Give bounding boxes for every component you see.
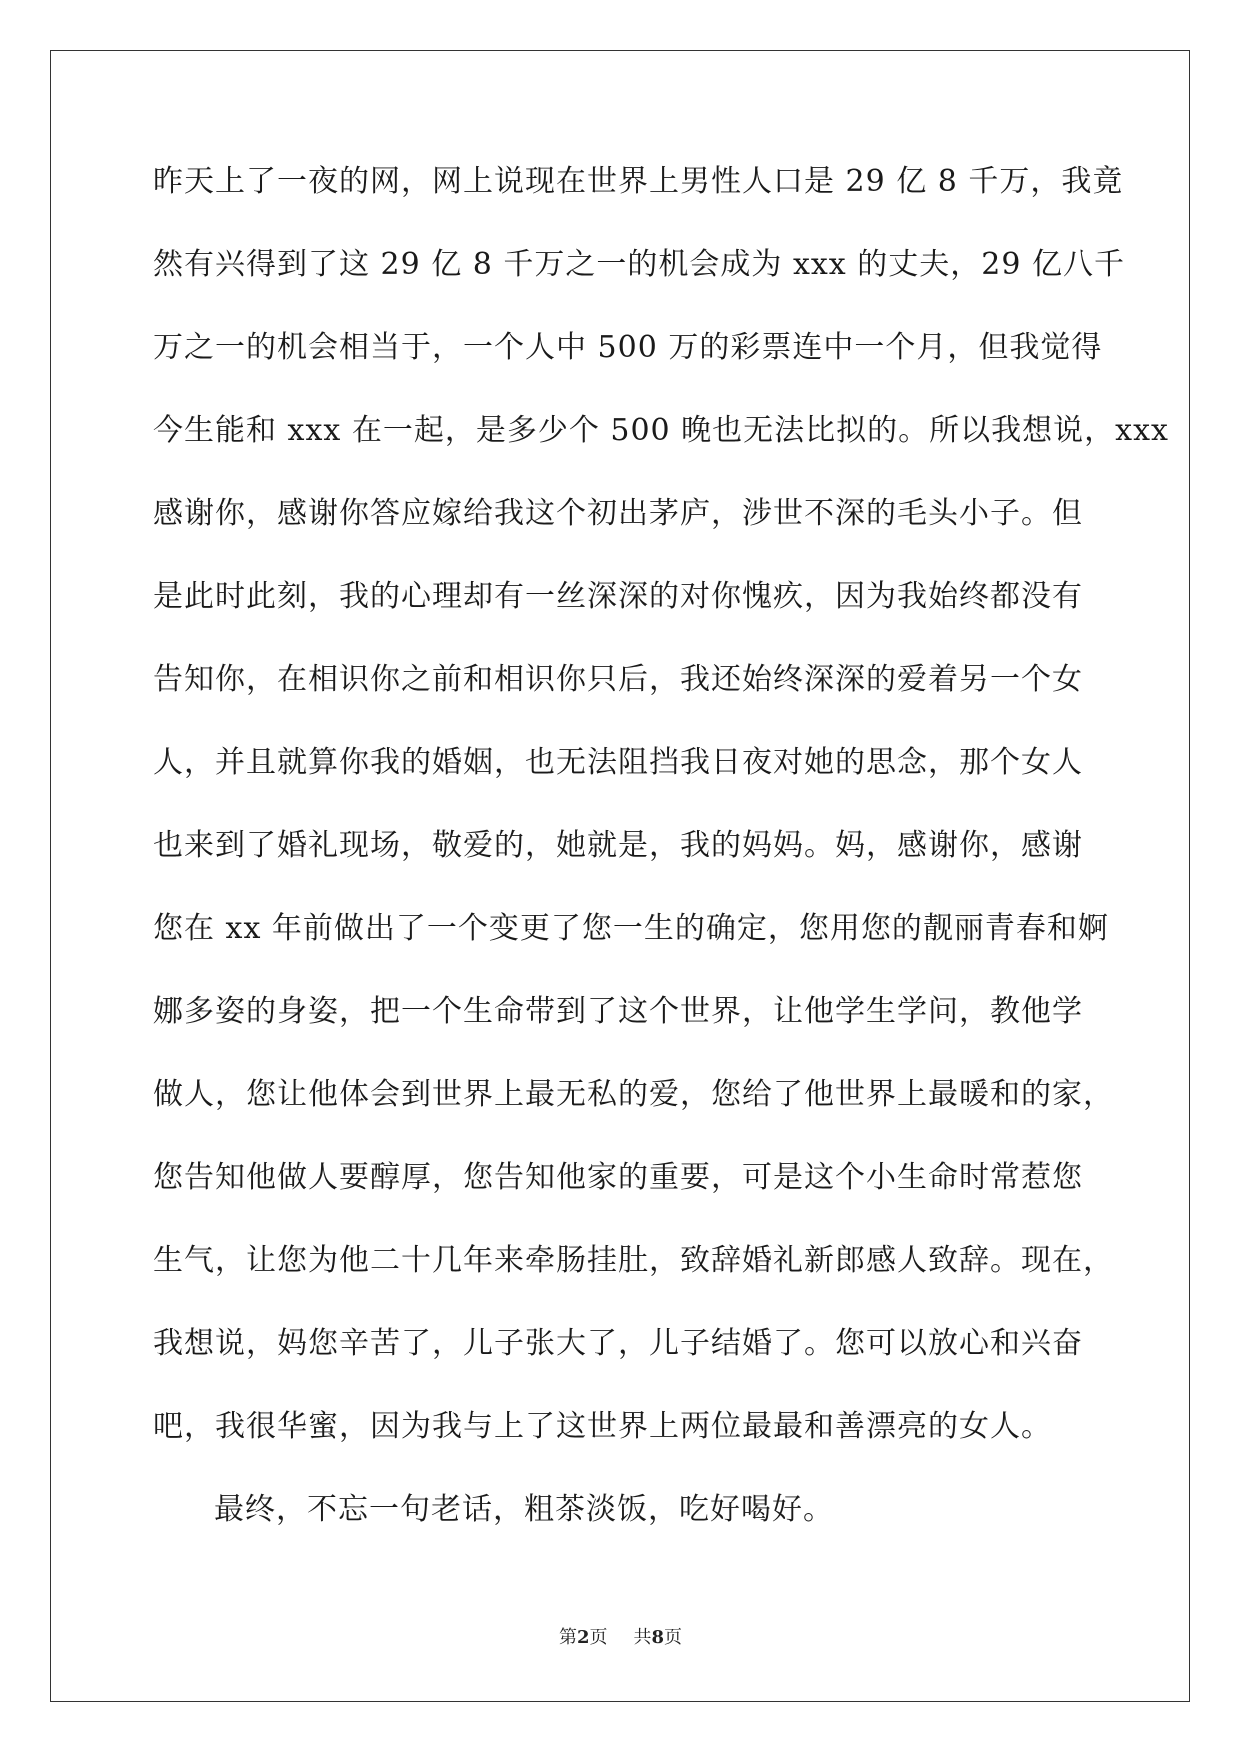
paragraph-line: 吧，我很华蜜，因为我与上了这世界上两位最最和善漂亮的女人。	[153, 1409, 1052, 1444]
total-unit: 页	[664, 1627, 683, 1648]
paragraph-line: 今生能和 xxx 在一起，是多少个 500 晚也无法比拟的。所以我想说，xxx	[153, 413, 1169, 448]
document-body	[153, 160, 1169, 1571]
paragraph-line: 然有兴得到了这 29 亿 8 千万之一的机会成为 xxx 的丈夫，29 亿八千	[153, 247, 1125, 282]
paragraph-line: 告知你，在相识你之前和相识你只后，我还始终深深的爱着另一个女	[153, 662, 1083, 697]
paragraph-line: 生气，让您为他二十几年来牵肠挂肚，致辞婚礼新郎感人致辞。现在，	[153, 1243, 1114, 1278]
current-page-number: 2	[576, 1627, 590, 1648]
paragraph-line: 人，并且就算你我的婚姻，也无法阻挡我日夜对她的思念，那个女人	[153, 745, 1083, 780]
paragraph-line: 万之一的机会相当于，一个人中 500 万的彩票连中一个月，但我觉得	[153, 330, 1103, 365]
paragraph-line: 昨天上了一夜的网，网上说现在世界上男性人口是 29 亿 8 千万，我竟	[153, 164, 1124, 199]
closing-paragraph: 最终，不忘一句老话，粗茶淡饭，吃好喝好。	[214, 1492, 834, 1527]
page-prefix: 第	[558, 1627, 577, 1648]
total-page-number: 8	[651, 1627, 665, 1648]
paragraph-line: 是此时此刻，我的心理却有一丝深深的对你愧疚，因为我始终都没有	[153, 579, 1083, 614]
paragraph-line: 您在 xx 年前做出了一个变更了您一生的确定，您用您的靓丽青春和婀	[153, 911, 1109, 946]
total-prefix: 共	[633, 1627, 652, 1648]
paragraph-line: 我想说，妈您辛苦了，儿子张大了，儿子结婚了。您可以放心和兴奋	[153, 1326, 1083, 1361]
paragraph-line: 感谢你，感谢你答应嫁给我这个初出茅庐，涉世不深的毛头小子。但	[153, 496, 1083, 531]
paragraph-line: 也来到了婚礼现场，敬爱的，她就是，我的妈妈。妈，感谢你，感谢	[153, 828, 1083, 863]
paragraph-line: 做人，您让他体会到世界上最无私的爱，您给了他世界上最暖和的家，	[153, 1077, 1114, 1112]
paragraph-line: 您告知他做人要醇厚，您告知他家的重要，可是这个小生命时常惹您	[153, 1160, 1083, 1195]
paragraph-line: 娜多姿的身姿，把一个生命带到了这个世界，让他学生学问，教他学	[153, 994, 1083, 1029]
page-unit: 页	[589, 1627, 608, 1648]
page-footer	[0, 1626, 1241, 1650]
